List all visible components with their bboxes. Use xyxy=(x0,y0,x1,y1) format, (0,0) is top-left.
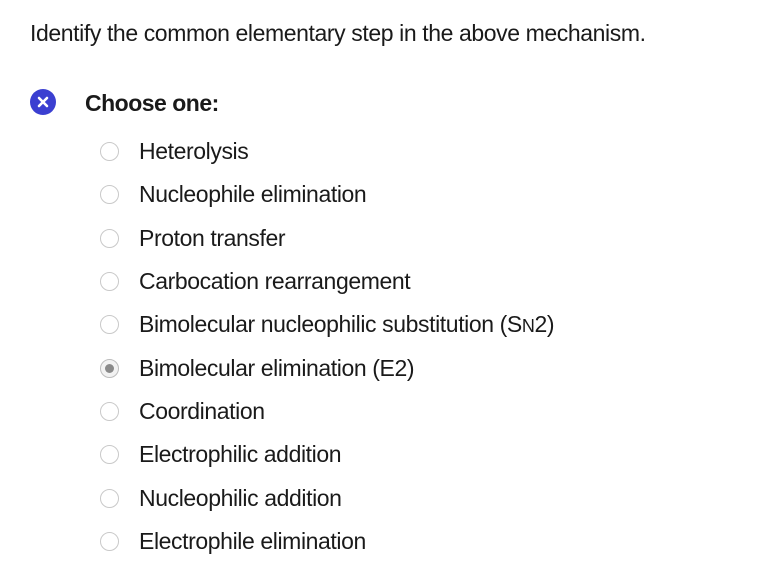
option-label: Heterolysis xyxy=(139,138,249,165)
option-label: Bimolecular elimination (E2) xyxy=(139,354,415,381)
incorrect-status-icon xyxy=(30,89,56,115)
option-bimolecular-elimination[interactable] xyxy=(100,346,554,389)
option-electrophile-elimination[interactable] xyxy=(100,520,554,563)
answer-options-list xyxy=(100,130,554,563)
choose-one-label: Choose one: xyxy=(85,90,219,116)
option-label: Nucleophile elimination xyxy=(139,181,367,208)
radio-button[interactable] xyxy=(100,445,119,464)
option-nucleophile-elimination[interactable] xyxy=(100,173,554,216)
option-nucleophilic-addition[interactable] xyxy=(100,476,554,519)
option-label: Coordination xyxy=(139,397,265,424)
option-heterolysis[interactable] xyxy=(100,130,554,173)
radio-button[interactable] xyxy=(100,489,119,508)
question-text: Identify the common elementary step in the above mechanism. xyxy=(30,20,646,46)
radio-button[interactable] xyxy=(100,532,119,551)
option-coordination[interactable] xyxy=(100,390,554,433)
option-label: Proton transfer xyxy=(139,224,286,251)
radio-button[interactable] xyxy=(100,402,119,421)
option-electrophilic-addition[interactable] xyxy=(100,433,554,476)
radio-button[interactable] xyxy=(100,315,119,334)
option-label-smallcaps: N xyxy=(521,316,535,337)
option-label: Nucleophilic addition xyxy=(139,484,342,511)
option-label: Carbocation rearrangement xyxy=(139,268,411,295)
option-label: Electrophile elimination xyxy=(139,527,366,554)
option-proton-transfer[interactable] xyxy=(100,217,554,260)
radio-selected-dot xyxy=(105,364,114,373)
radio-button[interactable] xyxy=(100,142,119,161)
radio-button[interactable] xyxy=(100,272,119,291)
radio-button-selected[interactable] xyxy=(100,359,119,378)
option-carbocation-rearrangement[interactable] xyxy=(100,260,554,303)
radio-button[interactable] xyxy=(100,229,119,248)
option-label-suffix: 2) xyxy=(534,311,555,338)
option-label xyxy=(139,311,554,338)
option-bimolecular-nucleophilic-substitution[interactable] xyxy=(100,303,554,346)
option-label: Electrophilic addition xyxy=(139,441,342,468)
radio-button[interactable] xyxy=(100,185,119,204)
close-icon xyxy=(37,96,49,108)
option-label-main: Bimolecular nucleophilic substitution (S xyxy=(139,311,522,338)
